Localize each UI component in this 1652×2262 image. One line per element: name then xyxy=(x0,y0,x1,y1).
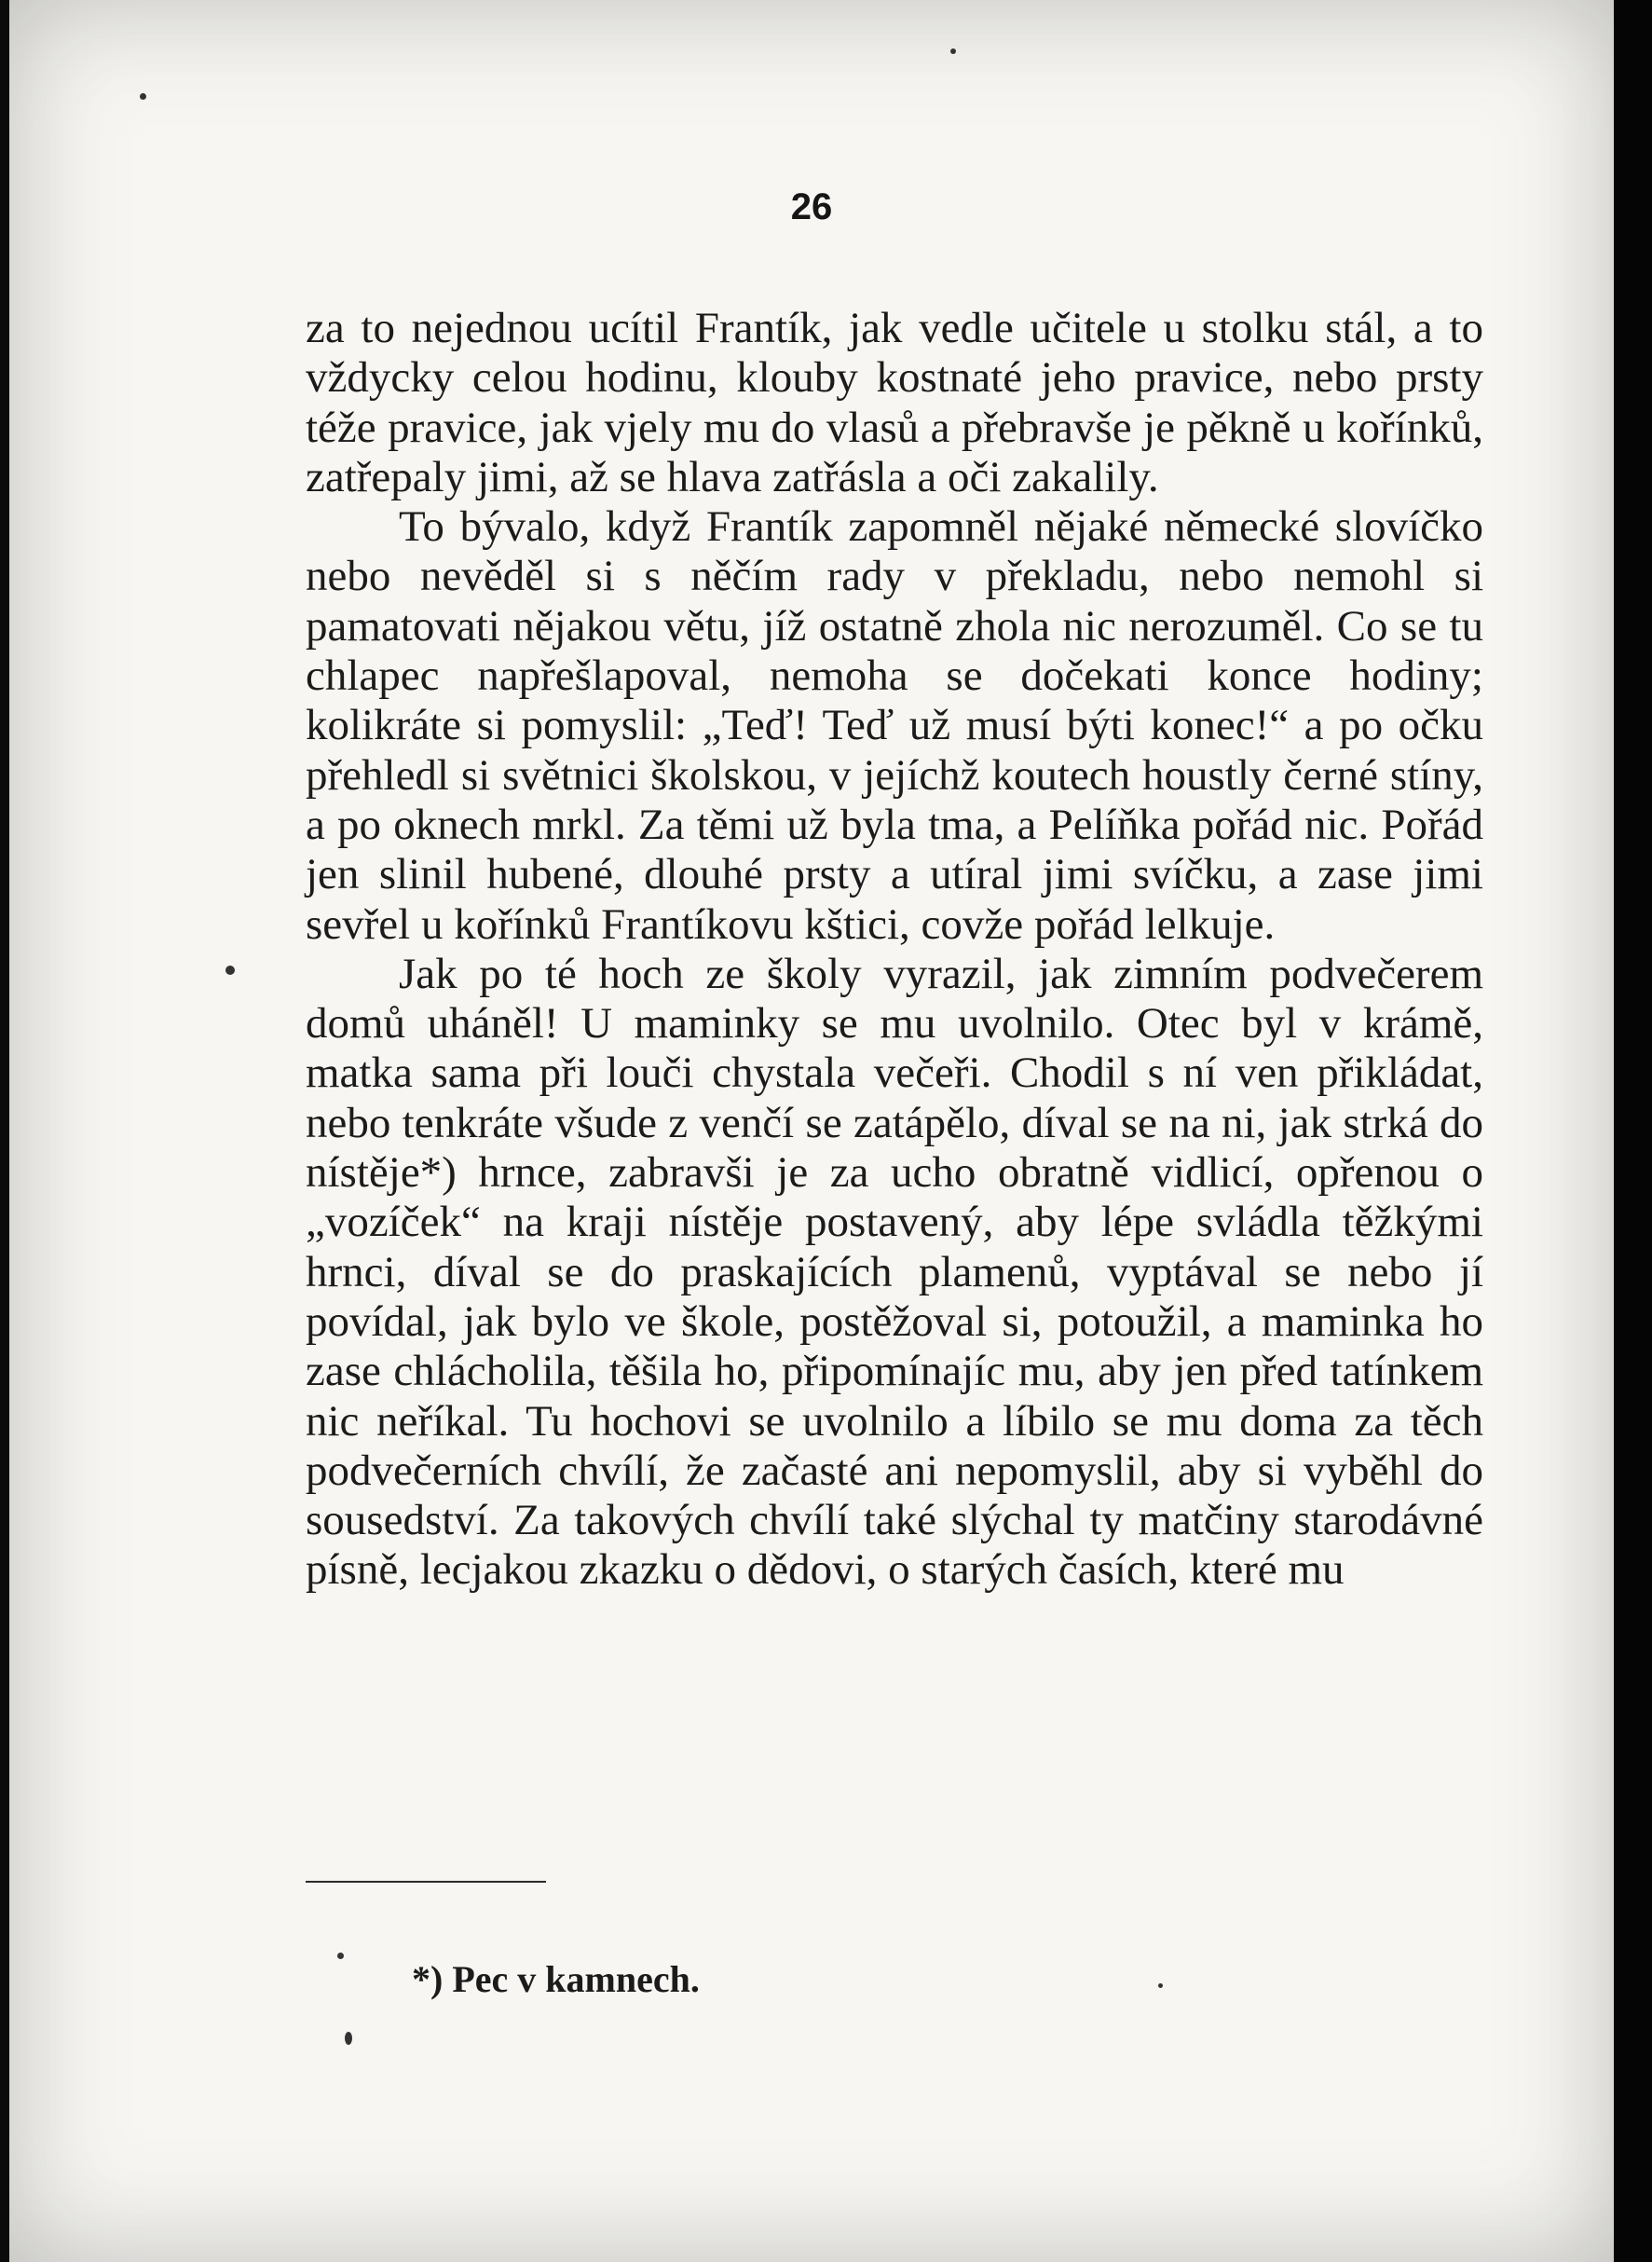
page-number: 26 xyxy=(790,186,833,227)
body-text xyxy=(306,304,1483,1596)
print-speck xyxy=(337,1953,344,1959)
print-speck xyxy=(140,93,146,100)
print-speck xyxy=(950,48,956,54)
print-speck xyxy=(345,2032,352,2045)
paragraph-1: za to nejednou ucítil Frantík, jak vedle učitele u stolku stál, a to vždycky celou hodinu, klouby kostnaté jeho pravice, nebo prsty téže pravice, jak vjely mu do vlasů a přebravše je pěkně u kořínků, zatřepaly jimi, až se hlava zatřásla a oči zakalily. xyxy=(306,304,1483,501)
paragraph-3: Jak po té hoch ze školy vyrazil, jak zimním podvečerem domů uháněl! U maminky se mu uvolnilo. Otec byl v krámě, matka sama při louči chystala večeři. Chodil s ní ven přikládat, nebo tenkráte všude z venčí se zatápělo, díval se na ni, jak strká do nístěje*) hrnce, zabravši je za ucho obratně vidlicí, opřenou o „vozíček“ na kraji nístěje postavený, aby lépe svládla těžkými hrnci, díval se do praskajících plamenů, vyptával se nebo jí povídal, jak bylo ve škole, postěžoval si, potoužil, a maminka ho zase chlácholila, těšila ho, připomínajíc mu, aby jen před tatínkem nic neříkal. Tu hochovi se uvolnilo a líbilo se mu doma za těch podvečerních chvílí, že začasté ani nepomyslil, aby si vyběhl do sousedství. Za takových chvílí také slýchal ty matčiny starodávné písně, lecjakou zkazku o dědovi, o starých časích, které mu xyxy=(306,949,1483,1595)
print-speck xyxy=(225,966,235,975)
footnote-divider xyxy=(306,1881,546,1883)
scan-edge xyxy=(1614,0,1652,2262)
paragraph-2: To bývalo, když Frantík zapomněl nějaké německé slovíčko nebo nevěděl si s něčím rady v překladu, nebo nemohl si pamatovati nějakou větu, jíž ostatně zhola nic nerozuměl. Co se tu chlapec napřešlapoval, nemoha se dočekati konce hodiny; kolikráte si pomyslil: „Teď! Teď už musí býti konec!“ a po očku přehledl si světnici školskou, v jejíchž koutech houstly černé stíny, a po oknech mrkl. Za těmi už byla tma, a Pelíňka pořád nic. Pořád jen slinil hubené, dlouhé prsty a utíral jimi svíčku, a zase jimi sevřel u kořínků Frantíkovu kštici, covže pořád lelkuje. xyxy=(306,502,1483,949)
book-page xyxy=(9,0,1614,2262)
footnote: *) Pec v kamnech. xyxy=(412,1958,700,2000)
print-speck xyxy=(1158,1983,1163,1988)
